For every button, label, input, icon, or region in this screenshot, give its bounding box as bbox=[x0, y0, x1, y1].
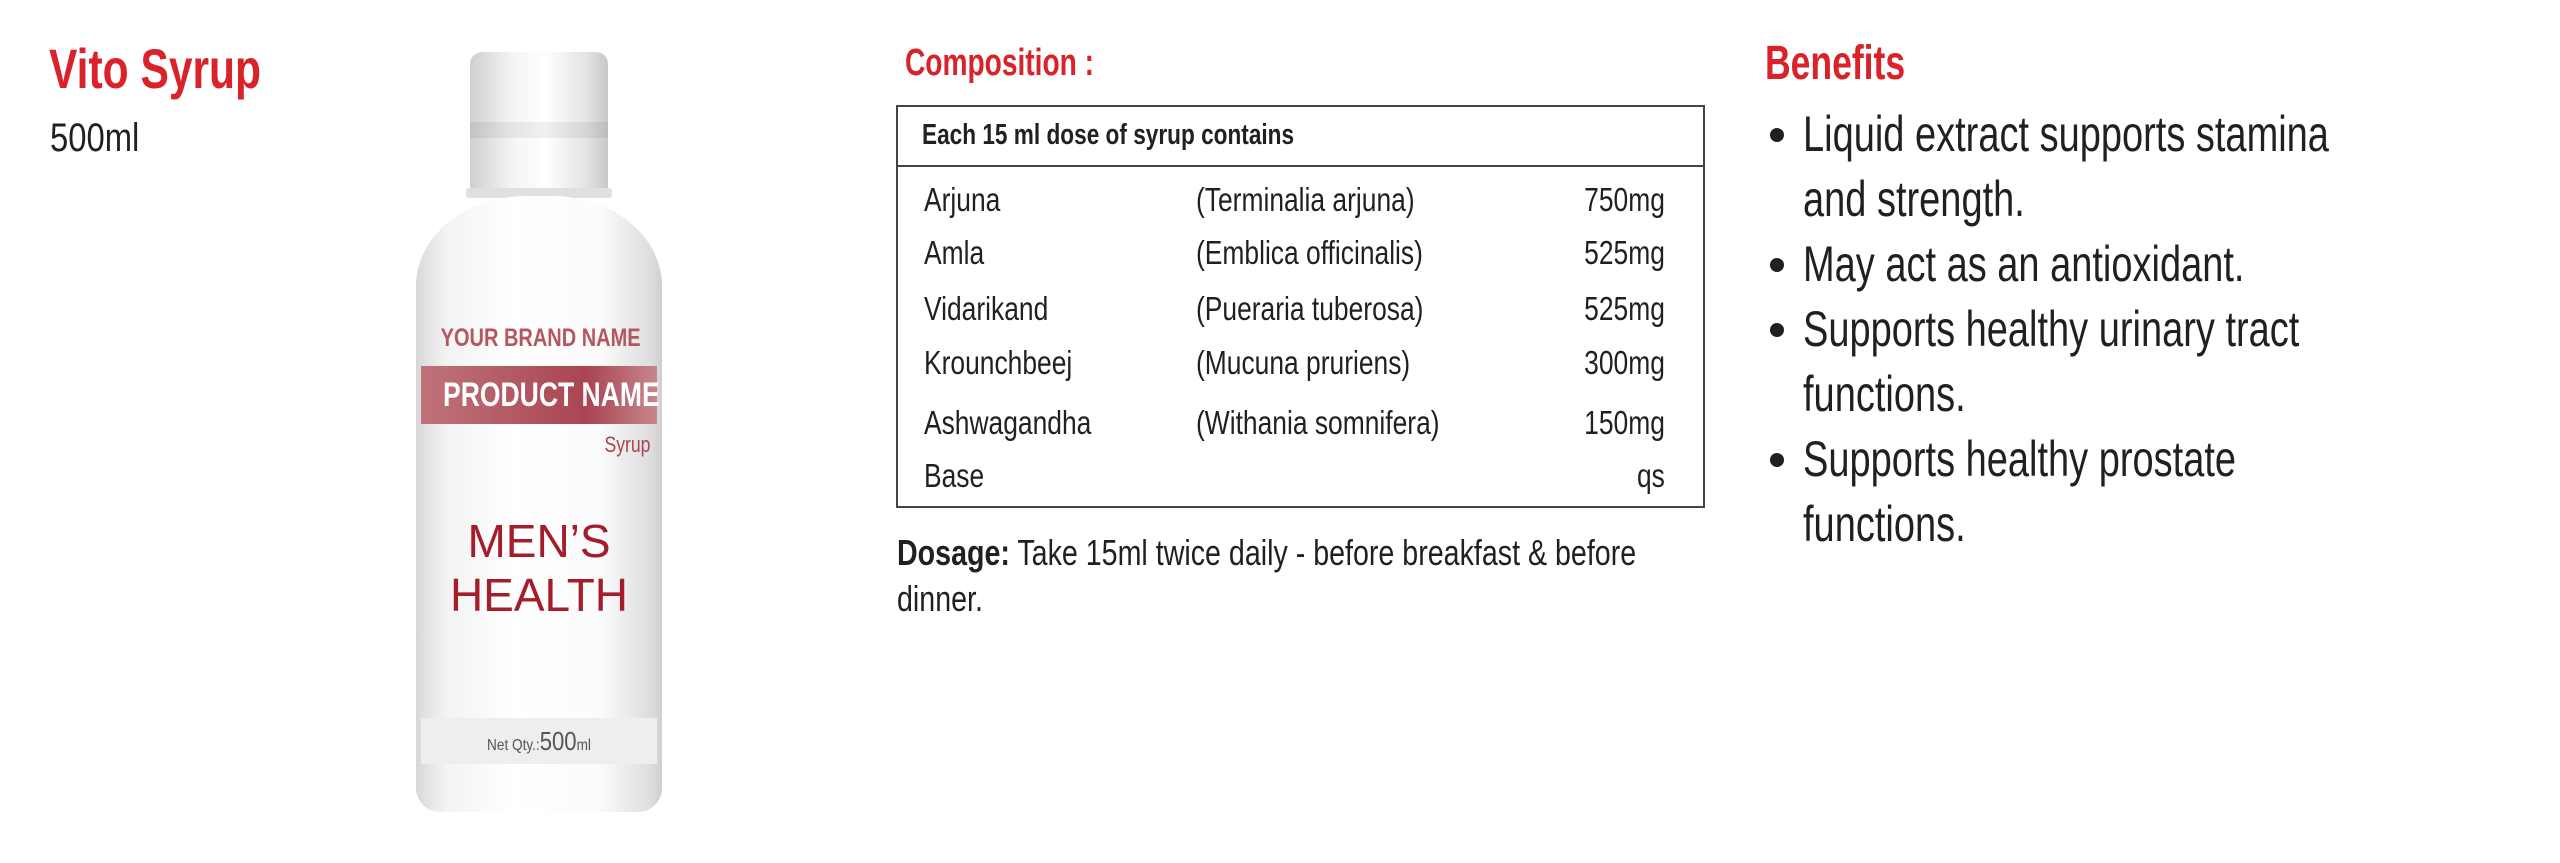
ingredient-latin: (Withania somnifera) bbox=[1196, 404, 1440, 441]
table-row bbox=[898, 181, 1703, 225]
table-row bbox=[898, 404, 1703, 448]
ingredient-amount: 525mg bbox=[1584, 234, 1665, 271]
bullet-icon bbox=[1770, 453, 1784, 467]
benefit-text: May act as an antioxidant. bbox=[1803, 236, 2245, 292]
composition-title: Composition : bbox=[905, 42, 1095, 84]
net-qty-unit: ml bbox=[576, 737, 591, 754]
bottle-product-name: PRODUCT NAME bbox=[443, 376, 660, 414]
composition-table bbox=[896, 105, 1705, 508]
product-title: Vito Syrup bbox=[49, 37, 262, 100]
ingredient-amount: qs bbox=[1637, 457, 1665, 494]
dosage-label: Dosage: bbox=[897, 532, 1010, 573]
table-row bbox=[898, 234, 1703, 278]
bullet-icon bbox=[1770, 128, 1784, 142]
ingredient-latin: (Pueraria tuberosa) bbox=[1196, 290, 1424, 327]
list-item bbox=[1770, 232, 2560, 297]
dosage-instructions: Take 15ml twice daily - before breakfast & before dinner. bbox=[897, 532, 1637, 619]
list-item bbox=[1770, 427, 2560, 557]
ingredient-amount: 300mg bbox=[1584, 344, 1665, 381]
ingredient-name: Base bbox=[924, 457, 985, 494]
net-qty-label: Net Qty.: bbox=[487, 737, 540, 754]
bottle-net-qty bbox=[434, 726, 643, 757]
benefit-text: Supports healthy prostate functions. bbox=[1803, 431, 2237, 552]
benefits-title: Benefits bbox=[1765, 37, 1906, 90]
ingredient-name: Amla bbox=[924, 234, 985, 271]
product-volume: 500ml bbox=[50, 116, 140, 160]
ingredient-amount: 525mg bbox=[1584, 290, 1665, 327]
benefits-list bbox=[1770, 102, 2560, 557]
bottle-category-line2: HEALTH bbox=[449, 569, 629, 621]
composition-header bbox=[898, 107, 1703, 167]
table-row bbox=[898, 344, 1703, 388]
bottle-category bbox=[416, 514, 662, 622]
bottle-category-line1: MEN’S bbox=[467, 515, 611, 567]
table-row bbox=[898, 457, 1703, 501]
ingredient-latin: (Terminalia arjuna) bbox=[1196, 181, 1415, 218]
composition-header-text: Each 15 ml dose of syrup contains bbox=[922, 119, 1295, 151]
ingredient-latin: (Emblica officinalis) bbox=[1196, 234, 1423, 271]
benefit-text: Supports healthy urinary tract functions. bbox=[1803, 301, 2300, 422]
benefit-text: Liquid extract supports stamina and strength. bbox=[1803, 106, 2329, 227]
bullet-icon bbox=[1770, 258, 1784, 272]
bullet-icon bbox=[1770, 323, 1784, 337]
ingredient-name: Vidarikand bbox=[924, 290, 1049, 327]
bottle-form: Syrup bbox=[604, 432, 650, 457]
list-item bbox=[1770, 297, 2560, 427]
ingredient-amount: 150mg bbox=[1584, 404, 1665, 441]
ingredient-name: Arjuna bbox=[924, 181, 1001, 218]
ingredient-name: Ashwagandha bbox=[924, 404, 1092, 441]
list-item bbox=[1770, 102, 2560, 232]
bottle-brand: YOUR BRAND NAME bbox=[440, 324, 641, 352]
table-row bbox=[898, 290, 1703, 334]
ingredient-amount: 750mg bbox=[1584, 181, 1665, 218]
ingredient-name: Krounchbeej bbox=[924, 344, 1073, 381]
bottle-cap-band bbox=[470, 122, 608, 138]
dosage-text bbox=[897, 530, 1708, 622]
net-qty-value: 500 bbox=[539, 726, 577, 756]
bottle-image bbox=[416, 52, 662, 812]
ingredient-latin: (Mucuna pruriens) bbox=[1196, 344, 1411, 381]
